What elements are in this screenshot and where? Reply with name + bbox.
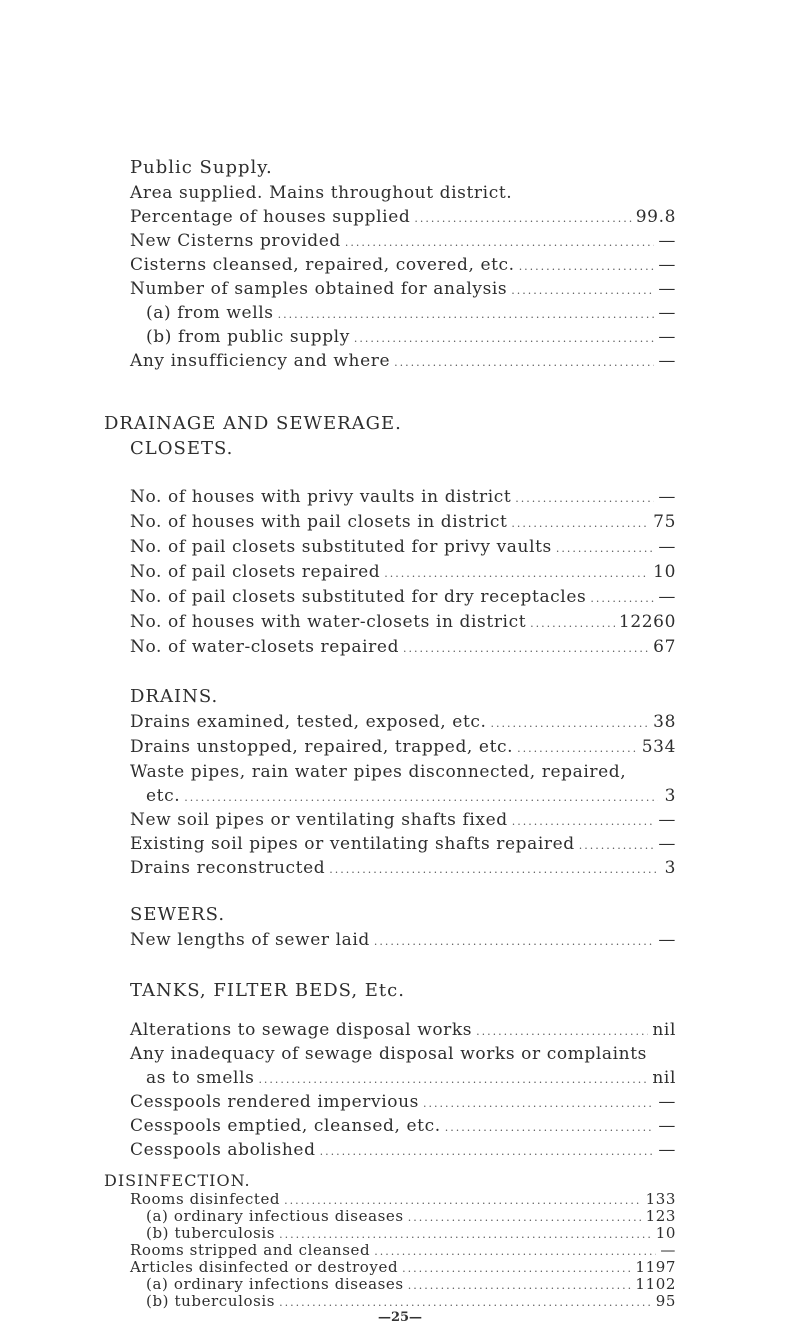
- sewers-heading: SEWERS.: [130, 904, 226, 925]
- row-label: No. of houses with water-closets in district: [130, 612, 527, 632]
- row-label: New soil pipes or ventilating shafts fixed: [130, 810, 508, 830]
- row-value: 95: [655, 1292, 676, 1310]
- disinfection-row: [130, 1258, 676, 1276]
- row-label: New lengths of sewer laid: [130, 930, 370, 950]
- leader-dots: [519, 255, 655, 279]
- leader-dots: [445, 1116, 655, 1140]
- drains-row: [130, 832, 676, 856]
- row-label: Cesspools rendered impervious: [130, 1092, 419, 1112]
- row-value: —: [658, 303, 676, 323]
- row-label: (b) tuberculosis: [146, 1292, 276, 1310]
- row-value: —: [658, 255, 676, 275]
- closets-row: [130, 535, 676, 559]
- row-value: —: [658, 587, 676, 607]
- row-label: Rooms stripped and cleansed: [130, 1241, 371, 1259]
- row-label: No. of houses with pail closets in district: [130, 512, 508, 532]
- row-value: 10: [653, 562, 676, 582]
- leader-dots: [517, 737, 638, 761]
- row-value: —: [658, 810, 676, 830]
- closets-row: [130, 585, 676, 609]
- leader-dots: [423, 1092, 654, 1116]
- row-label: (a) from wells: [146, 303, 274, 323]
- row-label: Articles disinfected or destroyed: [130, 1258, 399, 1276]
- row-value: 3: [664, 786, 676, 806]
- row-value: 10: [655, 1224, 676, 1242]
- leader-dots: [354, 327, 654, 351]
- row-value: —: [658, 834, 676, 854]
- disinfection-row: [146, 1224, 676, 1242]
- drains-row: [130, 710, 676, 734]
- row-label: Any insufficiency and where: [130, 351, 391, 371]
- public-supply-row: [146, 325, 676, 349]
- row-label: (a) ordinary infectious diseases: [146, 1207, 404, 1225]
- row-value: —: [658, 279, 676, 299]
- disinfection-row: [146, 1207, 676, 1225]
- closets-row: [130, 610, 676, 634]
- leader-dots: [329, 858, 658, 882]
- leader-dots: [320, 1140, 655, 1164]
- disinfection-row: [146, 1275, 676, 1293]
- leader-dots: [491, 712, 650, 736]
- row-label: Cesspools abolished: [130, 1140, 316, 1160]
- public-supply-row: [130, 349, 676, 373]
- row-label: Drains reconstructed: [130, 858, 326, 878]
- drains-row-line1: Waste pipes, rain water pipes disconnected, repaired,: [130, 762, 627, 782]
- row-label: (b) from public supply: [146, 327, 350, 347]
- row-label: No. of water-closets repaired: [130, 637, 400, 657]
- disinfection-row: [146, 1292, 676, 1310]
- leader-dots: [530, 612, 615, 636]
- row-label: as to smells: [146, 1068, 255, 1088]
- row-label: etc.: [146, 786, 181, 806]
- disinfection-heading: DISINFECTION.: [104, 1171, 251, 1190]
- leader-dots: [394, 351, 654, 375]
- row-value: —: [660, 1241, 676, 1259]
- tanks-row-line1: Any inadequacy of sewage disposal works or complaints: [130, 1044, 647, 1064]
- drains-row: [130, 735, 676, 759]
- row-label: Existing soil pipes or ventilating shafts repaired: [130, 834, 575, 854]
- row-value: —: [658, 537, 676, 557]
- row-value: —: [658, 930, 676, 950]
- closets-row: [130, 635, 676, 659]
- row-value: —: [658, 1092, 676, 1112]
- public-supply-row: [146, 301, 676, 325]
- public-supply-row: [130, 229, 676, 253]
- row-value: 99.8: [635, 207, 676, 227]
- leader-dots: [512, 810, 655, 834]
- leader-dots: [476, 1020, 648, 1044]
- leader-dots: [403, 637, 649, 661]
- disinfection-row: [130, 1190, 676, 1208]
- leader-dots: [511, 512, 649, 536]
- public-supply-row: [130, 277, 676, 301]
- row-label: No. of pail closets substituted for dry receptacles: [130, 587, 587, 607]
- row-label: Cesspools emptied, cleansed, etc.: [130, 1116, 441, 1136]
- drains-row: [146, 784, 676, 808]
- row-value: nil: [652, 1020, 676, 1040]
- closets-row: [130, 560, 676, 584]
- row-label: Alterations to sewage disposal works: [130, 1020, 473, 1040]
- row-value: —: [658, 1140, 676, 1160]
- sewers-row: [130, 928, 676, 952]
- leader-dots: [345, 231, 655, 255]
- row-label: Drains unstopped, repaired, trapped, etc.: [130, 737, 514, 757]
- row-value: 3: [664, 858, 676, 878]
- area-supplied-text: Area supplied. Mains throughout district.: [130, 183, 513, 203]
- leader-dots: [579, 834, 655, 858]
- drains-row: [130, 808, 676, 832]
- row-label: Number of samples obtained for analysis: [130, 279, 508, 299]
- row-value: —: [658, 327, 676, 347]
- row-value: —: [658, 351, 676, 371]
- tanks-row: [130, 1138, 676, 1162]
- row-label: Rooms disinfected: [130, 1190, 281, 1208]
- row-value: 534: [641, 737, 676, 757]
- drains-row: [130, 856, 676, 880]
- tanks-heading: TANKS, FILTER BEDS, Etc.: [130, 980, 405, 1001]
- row-label: No. of houses with privy vaults in district: [130, 487, 512, 507]
- row-value: 12260: [618, 612, 676, 632]
- row-label: Cisterns cleansed, repaired, covered, etc.: [130, 255, 515, 275]
- closets-row: [130, 485, 676, 509]
- row-value: 133: [645, 1190, 676, 1208]
- leader-dots: [590, 587, 654, 611]
- tanks-row: [130, 1090, 676, 1114]
- tanks-row: [146, 1066, 676, 1090]
- row-value: —: [658, 487, 676, 507]
- public-supply-heading: Public Supply.: [130, 157, 273, 178]
- drains-heading: DRAINS.: [130, 686, 219, 707]
- leader-dots: [556, 537, 655, 561]
- leader-dots: [374, 930, 655, 954]
- row-value: —: [658, 1116, 676, 1136]
- leader-dots: [258, 1068, 648, 1092]
- leader-dots: [278, 303, 655, 327]
- leader-dots: [384, 562, 649, 586]
- row-value: —: [658, 231, 676, 251]
- leader-dots: [184, 786, 658, 810]
- closets-heading: CLOSETS.: [130, 438, 234, 459]
- leader-dots: [414, 207, 631, 231]
- row-value: 38: [653, 712, 676, 732]
- tanks-row: [130, 1018, 676, 1042]
- row-value: 1197: [635, 1258, 676, 1276]
- row-value: nil: [652, 1068, 676, 1088]
- row-label: New Cisterns provided: [130, 231, 341, 251]
- closets-row: [130, 510, 676, 534]
- page-number: —25—: [377, 1310, 423, 1325]
- row-value: 1102: [635, 1275, 676, 1293]
- row-value: 67: [653, 637, 676, 657]
- row-label: Drains examined, tested, exposed, etc.: [130, 712, 487, 732]
- row-label: No. of pail closets substituted for privy vaults: [130, 537, 552, 557]
- row-value: 123: [645, 1207, 676, 1225]
- tanks-row: [130, 1114, 676, 1138]
- leader-dots: [515, 487, 654, 511]
- row-label: (b) tuberculosis: [146, 1224, 276, 1242]
- public-supply-row: [130, 205, 676, 229]
- row-label: Percentage of houses supplied: [130, 207, 411, 227]
- leader-dots: [511, 279, 654, 303]
- disinfection-row: [130, 1241, 676, 1259]
- row-value: 75: [653, 512, 676, 532]
- drainage-heading: DRAINAGE AND SEWERAGE.: [104, 413, 402, 434]
- public-supply-row: [130, 253, 676, 277]
- row-label: No. of pail closets repaired: [130, 562, 381, 582]
- row-label: (a) ordinary infections diseases: [146, 1275, 404, 1293]
